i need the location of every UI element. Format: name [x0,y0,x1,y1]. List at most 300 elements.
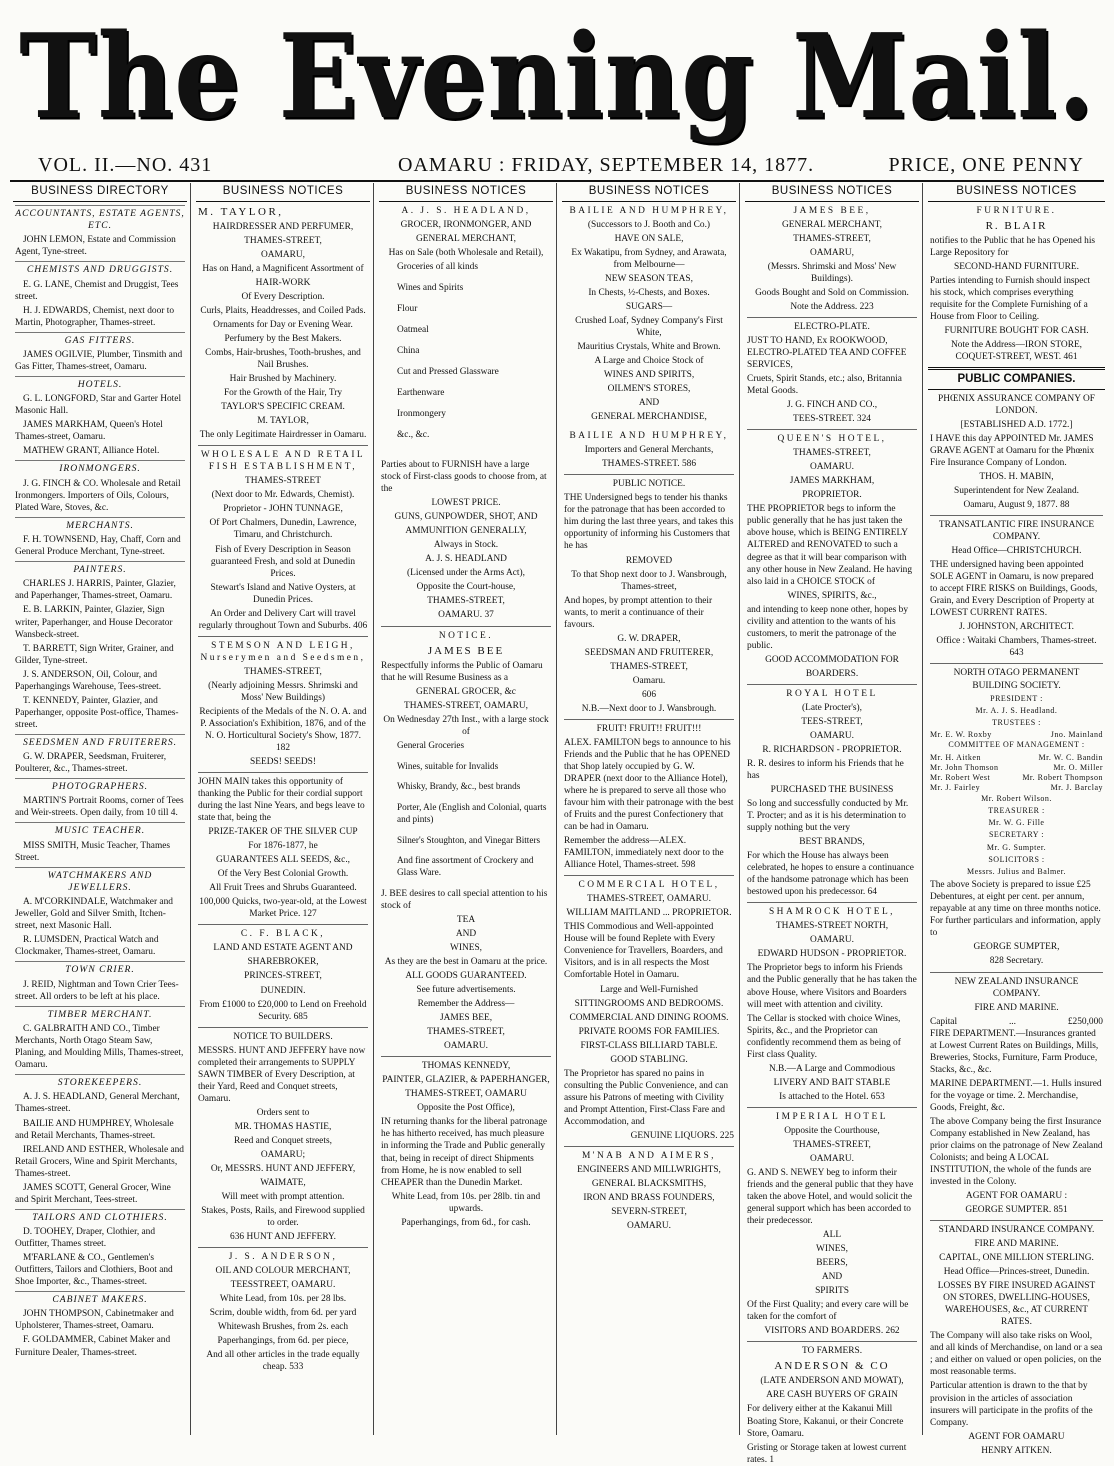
ad-line: Flour [397,303,418,314]
ad-lines [930,941,1103,967]
ad-line: Perfumery by the Best Makers. [224,334,342,345]
ad-established: [ESTABLISHED A.D. 1772.] [960,419,1073,430]
ad-line: Mr. W. G. Fille [988,818,1045,828]
ad-line: THAMES-STREET, [427,1027,505,1038]
ad-line: THAMES-STREET NORTH, [775,921,889,932]
ad-line: MR. THOMAS HASTIE, [234,1121,332,1132]
ad-lines [930,1431,1103,1457]
directory-category: TAILORS AND CLOTHIERS. [15,1209,185,1224]
ad-line: Porter, Ale (English and Colonial, quarts and pints) [397,802,547,824]
ad-line: Scrim, double width, from 6d. per yard [209,1308,357,1319]
ad-line: GENERAL MERCHANDISE, [591,412,707,423]
ad-line: WINES, [815,1244,849,1255]
ad-text: Parties intending to Furnish should inspect his stock, which comprises everything requisite for the Complete Furnishing of a House from Floor to Ceiling. [930,275,1091,323]
ad-line: THAMES-STREET, [427,596,505,607]
committee-row [930,753,1103,763]
directory-entry: F. GOLDAMMER, Cabinet Maker and Furniture Dealer, Thames-street. [15,1335,171,1358]
columns [8,183,1108,1465]
ad-line: OAMARU. 37 [438,610,494,621]
ad-lines [930,1190,1103,1216]
ad-lines [198,942,368,1022]
directory-entry: JOHN LEMON, Estate and Commission Agent, Tyne-street. [15,235,176,258]
ad-line: In Chests, ½-Chests, and Boxes. [588,287,710,298]
issue-date: OAMARU : FRIDAY, SEPTEMBER 14, 1877. [398,154,815,176]
ad-line: G. W. DRAPER, [617,633,681,644]
ad-line: Mauritius Crystals, White and Brown. [577,342,721,353]
directory-entry: G. W. DRAPER, Seedsman, Fruiterer, Poulterer, &c., Thames-street. [15,752,167,775]
ad-line: R. RICHARDSON - PROPRIETOR. [762,744,902,755]
directory-entry: T. KENNEDY, Painter, Glazier, and Paperhanger, opposite Post-office, Thames-street. [15,695,179,730]
ad-lines [564,555,734,593]
ad-lines [747,920,917,960]
ad-line: GOOD ACCOMMODATION FOR [765,654,899,665]
directory-entry: D. TOOHEY, Draper, Clothier, and Outfitter, Thames street. [15,1226,156,1250]
ad-line: N.B.—Next door to J. Wansbrough. [581,703,717,714]
ad-text: THE Undersigned begs to tender his thanks for the patronage that has been accorded to him during the last three years, and takes this opportunity of informing his Customers that he has [564,493,734,552]
ad-text: And hopes, by prompt attention to their wants, to merit a continuance of their favours. [564,595,713,630]
ad-line: As they are the best in Oamaru at the price. [384,957,548,968]
ad-lines [381,219,551,259]
committee-list [930,753,1103,794]
ad-line: Superintendent for New Zealand. [954,486,1079,497]
ad-line: For the Growth of the Hair, Try [223,388,343,399]
ad-imperial-hotel [747,1111,917,1343]
ad-line: BEERS, [816,1258,848,1269]
directory-entry: E. B. LARKIN, Painter, Glazier, Sign writer, Paperhanger, and House Decorator Wansbeck-street. [15,605,173,640]
ad-line: AND [638,398,660,409]
directory-category: CABINET MAKERS. [15,1291,185,1306]
capital-label: Capital [930,1016,958,1027]
ad-line: Goods Bought and Sold on Commission. [755,287,909,298]
ad-lines [747,836,917,848]
ad-text: Cruets, Spirit Stands, etc.; also, Britannia Metal Goods. [747,374,902,397]
ad-line: PROPRIETOR. [802,490,862,501]
ad-text: JUST TO HAND, Ex ROOKWOOD, ELECTRO-PLATED TEA AND COFFEE SERVICES, [747,336,907,371]
ad-headland [381,205,551,627]
ad-line: OAMARU. [809,935,854,946]
capital-row [930,1016,1103,1028]
ad-line: OAMARU; [260,1149,306,1160]
ad-line: Orders sent to [256,1107,310,1118]
ad-line: Office : Waitaki Chambers, Thames-street. 643 [936,636,1097,659]
ad-title: J. S. ANDERSON, [228,1252,338,1263]
ad-line: And all other articles in the trade equally cheap. 533 [206,1350,360,1373]
ad-line: AGENT FOR OAMARU [968,1431,1065,1442]
ad-title: M. TAYLOR, [198,205,284,218]
ad-text: Particular attention is drawn to the that by provision in the articles of association insurers will participate in the profits of the Company. [930,1381,1093,1428]
directory-entry: MARTIN'S Portrait Rooms, corner of Tees and Weir-streets. Open daily, from 10 till 4. [15,796,184,819]
capital-dots: ... [1008,1016,1016,1027]
ad-lines [747,1375,917,1401]
ad-lines [747,654,917,680]
ad-line: Note the Address—IRON STORE, COQUET-STREET, WEST. 461 [950,340,1083,363]
ad-text: THIS Commodious and Well-appointed House will be found Replete with Every Convenience for Travellers, Boarders, and Visitors, and is in all respects the Most Comfortable Hotel in Oamaru. [564,922,723,981]
ad-line: LIVERY AND BAIT STABLE [773,1077,891,1088]
ad-line: TEES-STREET, [801,716,863,727]
directory-category: ACCOUNTANTS, ESTATE AGENTS, ETC. [15,205,185,233]
directory-entry: JOHN THOMPSON, Cabinetmaker and Upholsterer, Thames-street, Oamaru. [15,1309,174,1332]
directory-category: IRONMONGERS. [15,460,185,475]
ad-line: Hair Brushed by Machinery. [229,374,337,385]
ad-taylor [198,205,368,447]
ad-lines [930,794,1103,878]
ad-kennedy [381,1060,551,1228]
directory-category: TOWN CRIER. [15,961,185,976]
ad-line: TEES-STREET. 324 [793,414,871,425]
ad-title: NEW ZEALAND INSURANCE COMPANY. [954,976,1079,999]
ad-lines [747,784,917,796]
directory-entry: F. H. TOWNSEND, Hay, Chaff, Corn and General Produce Merchant, Tyne-street. [15,535,181,558]
ad-line: (Licensed under the Arms Act), [407,568,525,579]
ad-title: ROYAL HOTEL [786,688,878,699]
ad-lines [564,1164,734,1232]
ad-line: Cut and Pressed Glassware [397,367,499,377]
ad-line: SEEDS! SEEDS! [250,757,316,768]
ad-text: For which the House has always been celebrated, he hopes to ensure a continuance of the handsome patronage which has been bestowed upon his predecessor. 64 [747,851,914,898]
ad-standard-insurance [930,1224,1103,1457]
ad-line: (Messrs. Shrimski and Moss' New Buildings). [767,261,897,284]
ad-line: On Wednesday 27th Inst., with a large stock of [383,714,549,737]
directory-entry: MISS SMITH, Music Teacher, Thames Street. [15,840,171,863]
ad-text: Remember the address—ALEX. FAMILTON, immediately next door to the Alliance Hotel, Thames-street. 598 [564,836,724,871]
ad-line: From £1000 to £20,000 to Lend on Freehold Security. 685 [199,999,367,1022]
directory-category: PHOTOGRAPHERS. [15,778,185,793]
ad-line: Fish of Every Description in Season guaranteed Fresh, and sold at Dunedin Prices. [210,544,356,579]
ad-line: IRON AND BRASS FOUNDERS, [583,1192,715,1203]
directory-category: PAINTERS. [15,561,185,576]
ad-lines [381,686,551,738]
ad-lines [747,1325,917,1337]
directory-entry: E. G. LANE, Chemist and Druggist, Tees street. [15,279,179,302]
ad-line: 828 Secretary. [989,956,1044,967]
ad-lines [564,984,734,1066]
masthead [0,0,1114,150]
ad-line: To that Shop next door to J. Wansbrough, Thames-street, [571,569,727,592]
ad-heading: TO FARMERS. [801,1346,863,1357]
ad-line: Of Every Description. [241,291,325,302]
ad-text: IN returning thanks for the liberal patronage he has hitherto received, has much pleasure in informing the Trade and Public generally that, being in receipt of direct Shipments from Home, he is now enabled to sell CHEAPER than the Dunedin Market. [381,1117,548,1188]
ad-line: See future advertisements. [416,985,516,996]
ad-line: OAMARU. [809,1153,854,1164]
ad-line: AND [821,1272,843,1283]
dateline [38,154,1084,178]
ad-line: HAIRDRESSER AND PERFUMER, [212,221,354,232]
masthead-title: The Evening Mail. [19,7,1095,146]
ad-furniture [930,205,1103,363]
ad-shamrock-hotel [747,906,917,1107]
ad-line: Of Port Chalmers, Dunedin, Lawrence, Timaru, and Christchurch. [209,518,357,541]
ad-line: White Lead, from 10s. per 28 lbs. [219,1294,347,1305]
ad-title: BAILIE AND HUMPHREY, [569,431,729,442]
ad-lines [198,1265,368,1373]
ad-line: All Fruit Trees and Shrubs Guaranteed. [209,883,357,894]
ad-line: PURCHASED THE BUSINESS [770,785,894,796]
directory-category: TIMBER MERCHANT. [15,1006,185,1021]
directory-category: MERCHANTS. [15,517,185,532]
ad-line: THAMES-STREET, OAMARU. [586,894,712,905]
ad-line: JAMES MARKHAM, [789,476,875,487]
ad-line: (Successors to J. Booth and Co.) [587,219,711,230]
directory-entry: M'FARLANE & CO., Gentlemen's Outfitters, Tailors and Clothiers, Boot and Shoe Importer, &c., Thames-street. [15,1253,173,1288]
ad-lines [930,621,1103,659]
ad-line: A. J. S. HEADLAND [425,554,507,565]
ad-line: Paperhangings, from 6d., for cash. [401,1217,531,1228]
ad-text: N.B.—A Large and Commodious [768,1063,896,1074]
trustees-row [930,730,1103,740]
trustee: Mr. E. W. Roxby [930,730,992,740]
ad-public-notice [564,478,734,720]
ad-line: GENERAL GROCER, &c [416,686,516,697]
ad-line: THAMES-STREET, [793,448,871,459]
directory-category: SEEDSMEN AND FRUITERERS. [15,734,185,749]
ad-line: WINES, [449,943,483,954]
ad-line: NEW SEASON TEAS, [605,273,693,284]
ad-heading: NOTICE TO BUILDERS. [233,1031,333,1042]
ad-line: OAMARU. [626,1221,671,1232]
directory-category: GAS FITTERS. [15,332,185,347]
ad-line: GENERAL MERCHANT, [782,219,882,230]
ad-line: AMMUNITION GENERALLY, [405,526,527,537]
ad-line: J. G. FINCH AND CO., [786,400,878,411]
ad-text: The above Company being the first Insurance Company established in New Zealand, has prior claims on the patronage of New Zealand Colonists; and being A LOCAL INSTITUTION, the whole of the funds are invested in the Colony. [930,1116,1103,1188]
ad-line: Opposite the Court-house, [416,582,516,593]
ad-lines [747,702,917,756]
ad-text: Respectfully informs the Public of Oamaru that he will Resume Business as a [381,660,543,683]
ad-line: LOWEST PRICE. [431,498,501,509]
ad-line: EDWARD HUDSON - PROPRIETOR. [757,949,907,960]
ad-line: THAMES-STREET, OAMARU, [403,700,529,711]
directory-entry: JAMES OGILVIE, Plumber, Tinsmith and Gas Fitter, Thames-street, Oamaru. [15,349,183,372]
ad-line: PRIZE-TAKER OF THE SILVER CUP [208,827,358,838]
ad-line: Ironmongery [397,409,446,420]
ad-title: A. J. S. HEADLAND, [401,205,531,216]
ad-lines [930,261,1103,273]
column-notices-6 [923,183,1108,1456]
directory-entry: J. REID, Nightman and Town Crier Tees-street. All orders to be left at his place. [15,979,179,1002]
committee-member: Mr. H. Aitken [930,752,981,762]
ad-line: PRIVATE ROOMS FOR FAMILIES. [578,1026,720,1037]
directory-category: MUSIC TEACHER. [15,822,185,837]
ad-line: SUGARS— [625,301,673,312]
ad-line: TEA [456,914,476,925]
committee-member: Mr. W. C. Bandin [1038,752,1103,762]
ad-line: An Order and Delivery Cart will travel regularly throughout Town and Suburbs. 406 [198,608,368,631]
ad-lines [747,219,917,313]
ad-lines [381,1074,551,1114]
ad-line: 636 HUNT AND JEFFERY. [230,1232,336,1243]
ad-line: Crushed Loaf, Sydney Company's First White, [575,315,723,338]
ad-title: BAILIE AND HUMPHREY, [569,205,729,216]
ad-mnab [564,1150,734,1232]
committee-member: Mr. O. Miller [1053,762,1103,772]
ad-line: SEEDSMAN AND FRUITERER, [584,647,714,658]
ad-line: GUARANTEES ALL SEEDS, &c., [215,855,351,866]
ad-line: Head Office—Princes-street, Dunedin. [943,1267,1090,1278]
ad-line: Oamaru, August 9, 1877. 88 [963,500,1070,511]
ad-line: AND [455,929,477,940]
ad-text: THE undersigned having been appointed SOLE AGENT in Oamaru, is now prepared to accept FIRE RISKS on Buildings, Goods, Grain, and Every Description of Property at LOWEST CURRENT RATES. [930,560,1098,619]
capital-value: £250,000 [1067,1016,1103,1027]
directory-entry: C. GALBRAITH AND CO., Timber Merchants, North Otago Steam Saw, Planing, and Moulding Mills, Thames-street, Oamaru. [15,1024,184,1071]
ad-line: THAMES-STREET. 586 [601,459,697,470]
ad-line: Messrs. Julius and Balmer. [967,867,1066,877]
directory-entry: JAMES SCOTT, General Grocer, Wine and Spirit Merchant, Tees-street. [15,1182,171,1205]
ad-james-bee [381,630,551,1058]
ad-bailie [564,205,734,476]
ad-line: The only Legitimate Hairdresser in Oamaru. [199,430,367,441]
ad-line: GUNS, GUNPOWDER, SHOT, AND [394,512,538,523]
volume-number: VOL. II.—NO. 431 [38,154,213,176]
ad-line: HAVE ON SALE, [614,233,684,244]
committee-member: Mr. Robert Thompson [1022,773,1103,783]
ad-stemson [198,640,368,773]
ad-text: So long and successfully conducted by Mr. T. Procter; and as it is his determination to supply nothing but the very [747,799,909,834]
ad-line: THAMES-STREET [244,476,322,487]
ad-lines [198,1107,368,1243]
ad-line: Paperhangings, from 6d. per piece, [217,1336,349,1347]
ad-line: Ornaments for Day or Evening Wear. [213,320,353,331]
ad-line: Combs, Hair-brushes, Tooth-brushes, and Nail Brushes. [205,348,361,371]
ad-line: LAND AND ESTATE AGENT AND [213,943,353,954]
ad-line: Mr. G. Sumpter. [986,842,1047,852]
ad-text: Parties about to FURNISH have a large stock of First-class goods to choose from, at the [381,460,547,495]
ad-line: Reed and Conquet streets, [234,1135,332,1146]
ad-line: OAMARU, [260,249,305,260]
ad-line: Will meet with prompt attention. [221,1191,345,1202]
ad-line: GEORGE SUMPTER. 851 [965,1205,1068,1216]
ad-line: GROCER, IRONMONGER, AND [400,219,532,230]
ad-text: MESSRS. HUNT AND JEFFERY have now completed their arrangements to SUPPLY SAWN TIMBER of Every Description, at their Yard, Reed and Conquet streets, Oamaru. [198,1045,366,1104]
ad-text: R. R. desires to inform his Friends that he has [747,758,904,781]
ad-line: DUNEDIN. [260,985,306,996]
ad-line: (LATE ANDERSON AND MOWAT), [760,1376,904,1387]
ad-line: TRUSTEES : [992,718,1041,728]
ad-text: Of the First Quality; and every care will be taken for the comfort of [747,1300,909,1323]
column-notices-2 [191,183,374,1435]
ad-title: R. BLAIR [985,219,1048,232]
ad-line: THAMES-STREET, OAMARU [405,1089,527,1100]
ad-nz-insurance [930,976,1103,1222]
ad-line: China [397,345,420,356]
ad-line: GOOD STABLING. [610,1054,688,1065]
ad-line: SOLICITORS : [988,854,1045,864]
ad-line: SPIRITS [815,1286,849,1297]
ad-title: STANDARD INSURANCE COMPANY. [938,1225,1095,1236]
ad-line: GEORGE SUMPTER, [973,942,1060,953]
ad-heading: COMMERCIAL HOTEL, [578,880,720,891]
ad-lines [564,633,734,715]
ad-line: OIL AND COLOUR MERCHANT, [215,1266,351,1277]
ad-text: and intending to keep none other, hopes by civility and attention to the wants of his customers, to merit the patronage of the public. [747,604,909,651]
ad-line: &c., &c. [397,430,430,441]
ad-lines [381,497,551,621]
directory-entry: A. M'CORKINDALE, Watchmaker and Jeweller, Gold and Silver Smith, Itchen-street, next Masonic Hall. [15,897,173,932]
ad-lines [930,694,1103,729]
committee-member: Mr. J. Barclay [1050,783,1103,793]
ad-lines [747,447,917,501]
ad-line: WINES, SPIRITS, &c., [787,590,877,601]
ad-line: GENERAL BLACKSMITHS, [591,1178,707,1189]
directory-list [15,205,185,1359]
ad-line: GENERAL MERCHANT, [416,233,516,244]
header-rule [10,180,1104,182]
ad-title: TRANSATLANTIC FIRE INSURANCE COMPANY. [938,520,1095,543]
committee-row [930,763,1103,773]
ad-fish [198,449,368,636]
ad-line: SECOND-HAND FURNITURE. [953,261,1079,272]
ad-commercial-hotel [564,879,734,1147]
ad-title: C. F. BLACK, [240,929,326,940]
ad-line: WINES AND SPIRITS, [603,370,695,381]
ad-line: Mr. Robert Wilson. [981,793,1052,803]
ad-transatlantic [930,519,1103,664]
directory-entry: R. LUMSDEN, Practical Watch and Clockmaker, Thames-street, Oamaru. [15,935,159,958]
ad-line: M. TAYLOR, [257,416,309,427]
ad-line: ALL [822,1230,842,1241]
ad-line: Recipients of the Medals of the N. O. A. and P. Association's Exhibition, 1876, and of the N. O. Horticultural Society's Show, 1877. 182 [199,706,367,753]
ad-lines [930,1238,1103,1328]
column-heading: BUSINESS NOTICES [379,183,553,202]
ad-line: And fine assortment of Crockery and Glass Ware. [397,855,534,878]
ad-line: Stewart's Island and Native Oysters, at Dunedin Prices. [210,582,356,605]
ad-heading: PUBLIC NOTICE. [612,479,686,490]
ad-text: The Proprietor has spared no pains in consulting the Public Convenience, and can assure his Patrons of meeting with Civility and Prompt Attention, First-Class Fare and Accommodation, and [564,1068,729,1127]
ad-line: White Lead, from 10s. per 28lb. tin and upwards. [391,1191,541,1214]
ad-text: JOHN MAIN takes this opportunity of thanking the Public for their cordial support during the last Nine Years, and begs leave to state that, being the [198,777,365,824]
directory-category: STOREKEEPERS. [15,1074,185,1089]
ad-line: Groceries of all kinds [397,261,478,272]
ad-line: TAYLOR'S SPECIFIC CREAM. [221,402,345,413]
ad-line: BOARDERS. [805,668,859,679]
ad-line: Ex Wakatipu, from Sydney, and Arawata, from Melbourne— [571,247,727,270]
ad-anderson [198,1251,368,1373]
ad-line: Is attached to the Hotel. 653 [779,1091,885,1102]
ad-text: Gristing or Storage taken at lowest current rates. 1 [747,1442,907,1465]
ad-line: SHAREBROKER, [247,957,319,968]
ad-line: Of the Very Best Colonial Growth. [217,869,349,880]
ad-title: QUEEN'S HOTEL, [777,434,887,445]
ad-line: Whisky, Brandy, &c., best brands [397,781,521,792]
ad-line: 100,000 Quicks, two-year-old, at the Lowest Market Price. 127 [199,897,367,920]
ad-text: For delivery either at the Kakanui Mill Boating Store, Kakanui, or their Concrete Store, Oamaru. [747,1404,904,1439]
ad-line: Silner's Stoughton, and Vinegar Bitters [397,834,541,845]
ad-text: FIRE DEPARTMENT.—Insurances granted at Lowest Current Rates on Buildings, Mills, Breweries, Stocks, Furniture, Farm Produce, Stacks, &c., &c. [930,1028,1099,1075]
ad-footer: GENUINE LIQUORS. 225 [630,1130,734,1141]
ad-royal-hotel [747,688,917,904]
ad-title: ANDERSON & CO [774,1360,890,1373]
directory-entry: G. L. LONGFORD, Star and Garter Hotel Masonic Hall. [15,394,182,417]
ad-line: For 1876-1877, he [248,841,318,852]
ad-line: TREASURER : [988,805,1045,815]
ad-line: Wines and Spirits [397,282,464,293]
ad-line: OAMARU. [443,1041,488,1052]
ad-heading: FRUIT! FRUIT!! FRUIT!!! [596,723,702,734]
ad-line: AGENT FOR OAMARU : [965,1191,1068,1202]
ad-line: Earthenware [397,388,445,399]
ad-line: REMOVED [625,555,673,566]
price: PRICE, ONE PENNY [888,154,1084,176]
ad-line: Proprietor - JOHN TUNNAGE, [223,504,343,515]
ad-line: FIRST-CLASS BILLIARD TABLE. [580,1040,718,1051]
ad-line: Head Office—CHRISTCHURCH. [951,546,1082,557]
ad-lines [747,399,917,425]
directory-entry: J. S. ANDERSON, Oil, Colour, and Paperhangings Warehouse, Tees-street. [15,669,162,692]
directory-category: CHEMISTS AND DRUGGISTS. [15,261,185,276]
directory-entry: H. J. EDWARDS, Chemist, next door to Martin, Photographer, Thames-street. [15,305,175,328]
ad-lines [564,444,734,470]
ad-line: A Large and Choice Stock of [594,356,704,367]
ad-lines [930,471,1103,511]
